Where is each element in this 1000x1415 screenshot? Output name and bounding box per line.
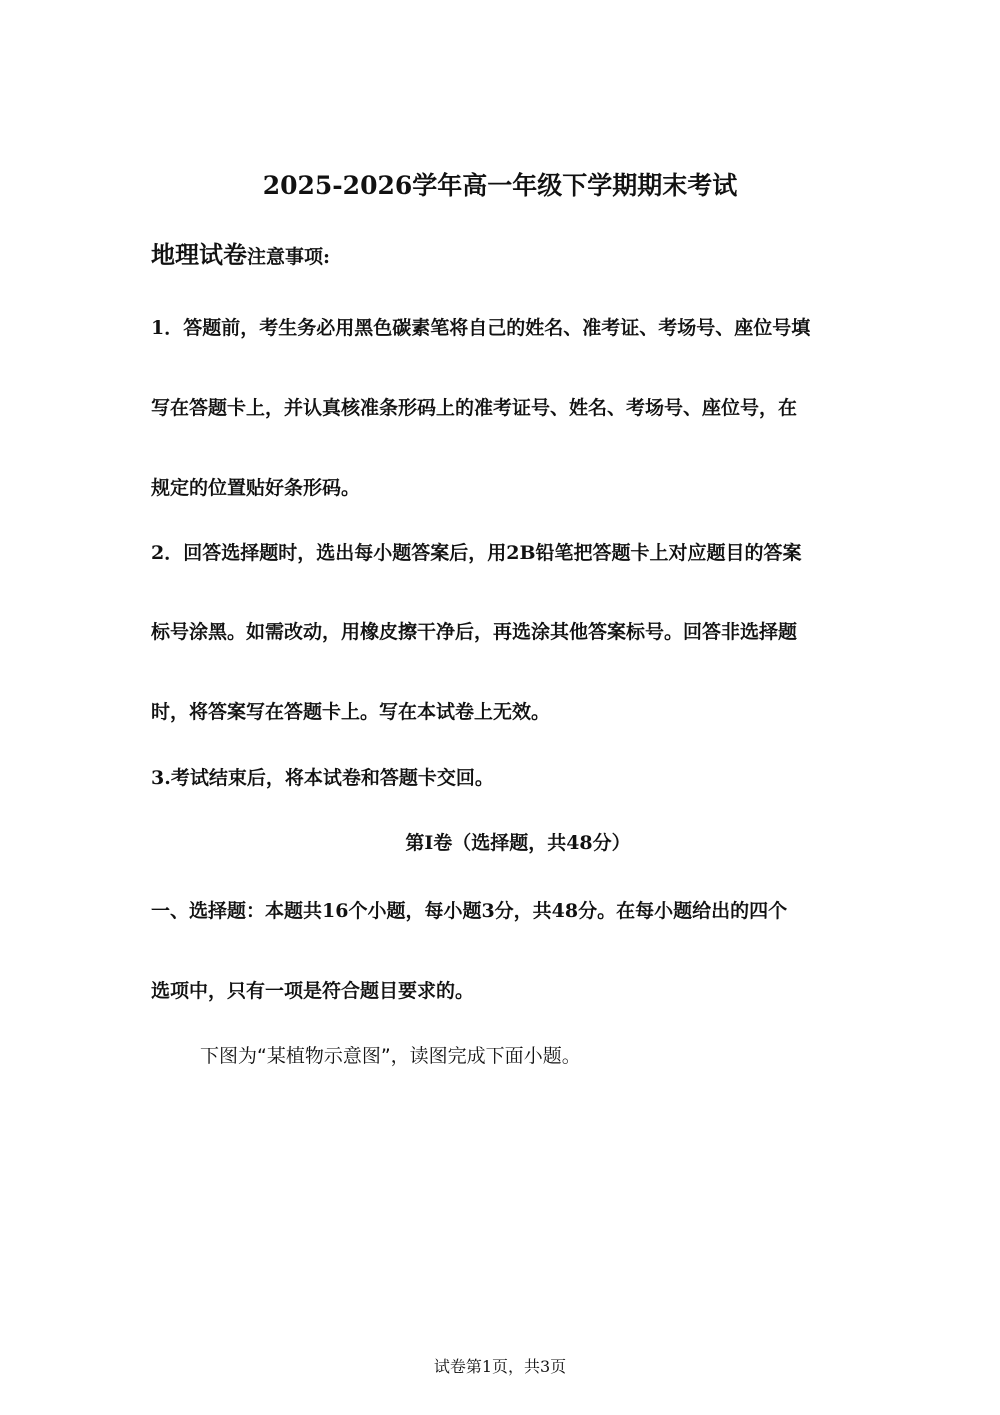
notice-line-5: 标号涂黑。如需改动，用橡皮擦干净后，再选涂其他答案标号。回答非选择题 (151, 621, 798, 643)
notice-line-7: 3.考试结束后，将本试卷和答题卡交回。 (151, 767, 494, 789)
page-footer: 试卷第1页，共3页 (433, 1357, 567, 1376)
notice-label: 注意事项: (247, 246, 331, 268)
instruction-line-1: 一、选择题：本题共16个小题，每小题3分，共48分。在每小题给出的四个 (151, 900, 788, 922)
notice-line-6: 时，将答案写在答题卡上。写在本试卷上无效。 (151, 701, 551, 723)
instruction-line-2: 选项中，只有一项是符合题目要求的。 (151, 980, 475, 1002)
notice-line-1: 1．答题前，考生务必用黑色碳素笔将自己的姓名、准考证、考场号、座位号填 (151, 317, 811, 339)
section-title: 第I卷（选择题，共48分） (405, 832, 631, 854)
notice-line-3: 规定的位置贴好条形码。 (151, 477, 361, 499)
subject-name: 地理试卷 (151, 241, 247, 269)
exam-title: 2025-2026学年高一年级下学期期末考试 (262, 171, 738, 200)
question-intro: 下图为“某植物示意图”，读图完成下面小题。 (200, 1045, 581, 1067)
subject-heading (151, 242, 330, 270)
notice-line-2: 写在答题卡上，并认真核准条形码上的准考证号、姓名、考场号、座位号，在 (151, 397, 798, 419)
notice-line-4: 2．回答选择题时，选出每小题答案后，用2B铅笔把答题卡上对应题目的答案 (151, 542, 802, 564)
